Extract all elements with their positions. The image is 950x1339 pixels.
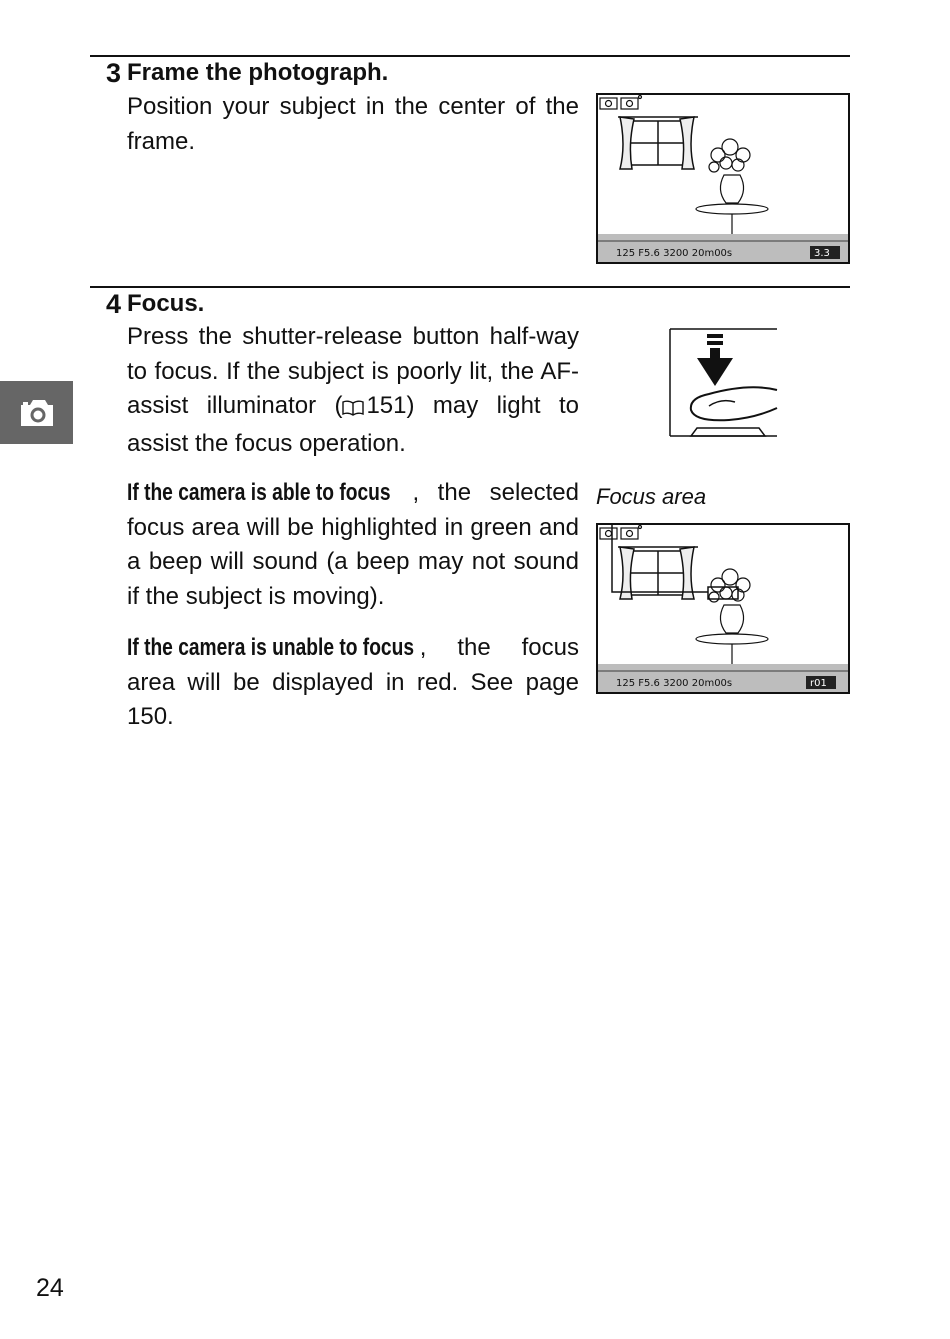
lcd-readout: 125 F5.6 3200 20m00s	[616, 248, 733, 259]
page-number: 24	[36, 1274, 64, 1302]
lcd-focus-illustration	[596, 523, 850, 694]
frame-counter: r01	[810, 678, 827, 689]
framing-scene-image	[598, 95, 848, 262]
emphasis-lead: If the camera is unable to focus	[127, 634, 415, 661]
section-divider	[90, 286, 850, 288]
shutter-press-illustration	[669, 328, 779, 440]
step-body: Position your subject in the center of the frame.	[127, 93, 579, 155]
lcd-readout: 125 F5.6 3200 20m00s	[616, 678, 733, 689]
window-drawing	[618, 117, 698, 169]
step-body	[127, 320, 579, 461]
body-text-start: Press the shutter-release button half-way to focus. If the subject is poorly lit, the AF-assist illuminator (	[127, 323, 579, 419]
focus-scene-image	[598, 525, 848, 692]
camera-icon	[18, 397, 56, 429]
step-number: 4	[106, 289, 121, 319]
frame-counter: 3.3	[814, 248, 830, 259]
lcd-info-bar	[598, 234, 848, 262]
page-reference[interactable]: 151	[366, 392, 407, 419]
step-title: Frame the photograph.	[127, 59, 389, 86]
paragraph-text: , the selected focus area will be highlighted in green and a beep will sound (a beep may not sound if the subject is moving).	[127, 479, 579, 610]
section-divider-top	[90, 55, 850, 57]
focus-success-paragraph	[127, 476, 579, 614]
lcd-frame-illustration	[596, 93, 850, 264]
focus-failure-paragraph	[127, 631, 579, 735]
lcd-info-bar	[598, 664, 848, 692]
body-text-end: ) may light to assist the focus operation.	[127, 392, 579, 457]
figure-caption: Focus area	[596, 484, 707, 509]
camera-mode-icons	[600, 96, 642, 110]
flower-vase-drawing	[696, 139, 768, 235]
emphasis-lead: If the camera is able to focus	[127, 479, 391, 506]
step-title: Focus.	[127, 290, 205, 317]
flower-vase-drawing	[696, 569, 768, 665]
window-drawing	[618, 547, 698, 599]
camera-mode-icons	[600, 526, 642, 540]
section-side-tab	[0, 381, 73, 444]
paragraph-text: , the focus area will be displayed in red. See page 150.	[127, 634, 579, 730]
book-icon	[342, 392, 364, 427]
step-number: 3	[106, 58, 121, 88]
